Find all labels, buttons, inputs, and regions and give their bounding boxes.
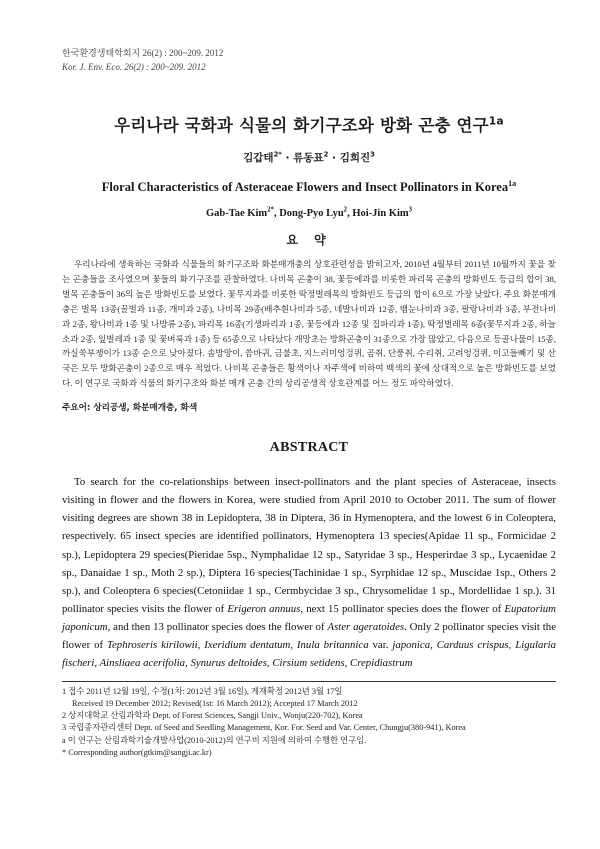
- abstract-ko-paragraph: 우리나라에 생육하는 국화과 식물들의 화기구조와 화분매개충의 상호관련성을 밝히고자, 2010년 4월부터 2011년 10월까지 꽃을 찾는 곤충들을 조사였으며 꽃들의 화기구조를 관찰하였다. 나비목 곤충이 38, 꽃등에과를 비롯한 파리목 곤충의 방화빈도 등급의 합이 38, 벌목 곤충들이 36의 높은 방화빈도를 보였다. 꽃무지과를 비롯한 딱정벌레목의 방화빈도 등급의 합이 6으로 가장 낮았다. 주요 화분매개충은 벌목 13종(꿀벌과 11종, 개미과 2종), 나비목 29종(배추흰나비과 5종, 네발나비과 12종, 뱀눈나비과 3종, 팔랑나비과 3종, 부전나비과 2종, 왕나비과 1종 및 나방류 2종), 파리목 16종(기생파리과 1종, 꽃등에과 12종 및 집파리과 1종), 딱정벌레목 6종(꽃무지과 2종, 하늘소과 2종, 잎벌레과 1종 및 꽃벼룩과 1종) 등 65종으로 나타났다 개망초는 방화곤충이 31종으로 가장 많았고, 다음으로 등골나물이 15종, 까실쑥부쟁이가 13종 순으로 낮아졌다. 솜방망이, 씀바귀, 금불초, 지느러미엉겅퀴, 곰취, 단풍취, 수리취, 고려엉겅퀴, 이고들빼기 및 산국은 모두 방화곤충이 2종으로 매우 적었다. 나비목 곤충들은 황색이나 자주색에 비하여 백색의 꽃에 상대적으로 높은 방화빈도를 보였다. 이 연구로 국화과 식물의 화기구조와 화분 매개 곤충 간의 상리공생적 상호관계를 어느 정도 파악하였다.: [62, 259, 556, 389]
- abstract-text: . Only 2 pollinator species visit the flower of: [62, 620, 556, 651]
- abstract-text: , next 15 pollinator species does the flower of: [300, 602, 505, 615]
- journal-header: [62, 46, 556, 74]
- author-affiliation-mark: 3: [370, 150, 375, 159]
- abstract-en-paragraph: [62, 473, 556, 672]
- footnote-received: 1 접수 2011년 12월 19일, 수정(1차: 2012년 3월 16일), 게재확정 2012년 3월 17일: [62, 687, 343, 697]
- author-separator: ·: [328, 152, 340, 164]
- author-separator: ·: [281, 152, 294, 164]
- author-affiliation-mark: 2: [343, 206, 348, 214]
- abstract-heading-en: ABSTRACT: [269, 440, 349, 456]
- author-affiliation-mark: 2*: [267, 206, 274, 214]
- title-ko-footnote-mark: 1a: [488, 114, 504, 128]
- footnote-affiliation-3: 3 국립종자관리센터 Dept. of Seed and Seedling Management, Kor. For. Seed and Var. Center, Chungju(380-941), Korea: [62, 723, 466, 733]
- title-en-footnote-mark: 1a: [508, 178, 517, 188]
- footnote-corresponding-author: * Corresponding author(gtkim@sangji.ac.kr): [62, 747, 212, 757]
- footnote-funding: a 이 연구는 산림과학기술개발사업(2010-2012)의 연구비 지원에 의하여 수행한 연구임.: [62, 735, 367, 745]
- author-name: Gab-Tae Kim: [205, 208, 268, 219]
- author-name: Dong-Pyo Lyu: [279, 208, 344, 219]
- abstract-text: To search for the co-relationships between insect-pollinators and the plant species of Asteraceae, insects visiting in flower and the flowers in Korea, were studied from April 2010 to October 2011. The sum of flower visiting degrees are shown 38 in Lepidoptera, 38 in Diptera, 36 in Hymenoptera, and the lowest 6 in Coleoptera, respectively. 65 insect species are identified pollinators, Hymenoptera 13 species(Apidae 11 sp., Formicidae 2 sp.), Lepidoptera 29 species(Pieridae 5sp., Nymphalidae 12 sp., Satyridae 3 sp., Hesperirdae 3 sp., Lycaenidae 2 sp., Danaidae 1 sp., Moth 2 sp.), Diptera 16 species(Tachinidae 1 sp., Syrphidae 12 sp., Muscidae 1sp., Others 2 sp.), and Coleoptera 6 species(Cetoniidae 1 sp., Cermbycidae 3 sp., Chrysomelidae 1 sp., Mordellidae 1 sp.). 31 pollinator species visits the flower of: [62, 476, 556, 615]
- species-name: Erigeron annuus: [227, 602, 301, 615]
- author-separator: ,: [347, 208, 353, 219]
- footnote-divider: [62, 681, 556, 682]
- species-name: japonica, Carduus crispus, Ligularia fischeri, Ainsliaea acerifolia, Synurus deltoides, Cirsium setidens, Crepidiastrum: [62, 639, 557, 670]
- keywords-line: 주요어: 상리공생, 화분매개충, 화색: [62, 403, 198, 414]
- paper-title-ko-text: 우리나라 국화과 식물의 화기구조와 방화 곤충 연구: [114, 116, 489, 135]
- summary-heading-ko: 요 약: [286, 233, 332, 247]
- species-name: Tephroseris kirilowii, Ixeridium dentatum, Inula britannica: [106, 639, 369, 651]
- paper-title-en-text: Floral Characteristics of Asteraceae Flowers and Insect Pollinators in Korea: [101, 180, 509, 194]
- author-affiliation-mark: 2: [323, 150, 329, 159]
- abstract-text: , and then 13 pollinator species does the flower of: [107, 620, 328, 633]
- footnote-received-en: Received 19 December 2012; Revised(1st: 16 March 2012); Accepted 17 March 2012: [72, 699, 358, 709]
- species-name: Aster ageratoides: [327, 620, 405, 633]
- abstract-text: var.: [368, 639, 393, 651]
- author-affiliation-mark: 2*: [273, 150, 282, 159]
- paper-title-ko: [62, 112, 556, 136]
- author-name: 류동표: [293, 152, 324, 164]
- footnotes: [62, 686, 556, 759]
- author-name: 김희진: [339, 152, 371, 164]
- author-list-en: [62, 208, 556, 219]
- author-affiliation-mark: 3: [408, 206, 413, 214]
- author-name: 김갑태: [243, 152, 274, 164]
- author-list-ko: [62, 150, 556, 165]
- paper-title-en: [62, 180, 556, 195]
- journal-citation-ko: 한국환경생태학회지 26(2) : 200~209. 2012: [62, 48, 224, 58]
- species-name: Eupatorium japonicum: [62, 602, 556, 633]
- author-separator: ,: [273, 208, 280, 219]
- journal-citation-en: Kor. J. Env. Eco. 26(2) : 200~209. 2012: [62, 62, 206, 72]
- author-name: Hoi-Jin Kim: [352, 208, 409, 219]
- footnote-affiliation-2: 2 상지대학교 산림과학과 Dept. of Forest Sciences, Sangji Univ., Wonju(220-702), Korea: [62, 711, 363, 721]
